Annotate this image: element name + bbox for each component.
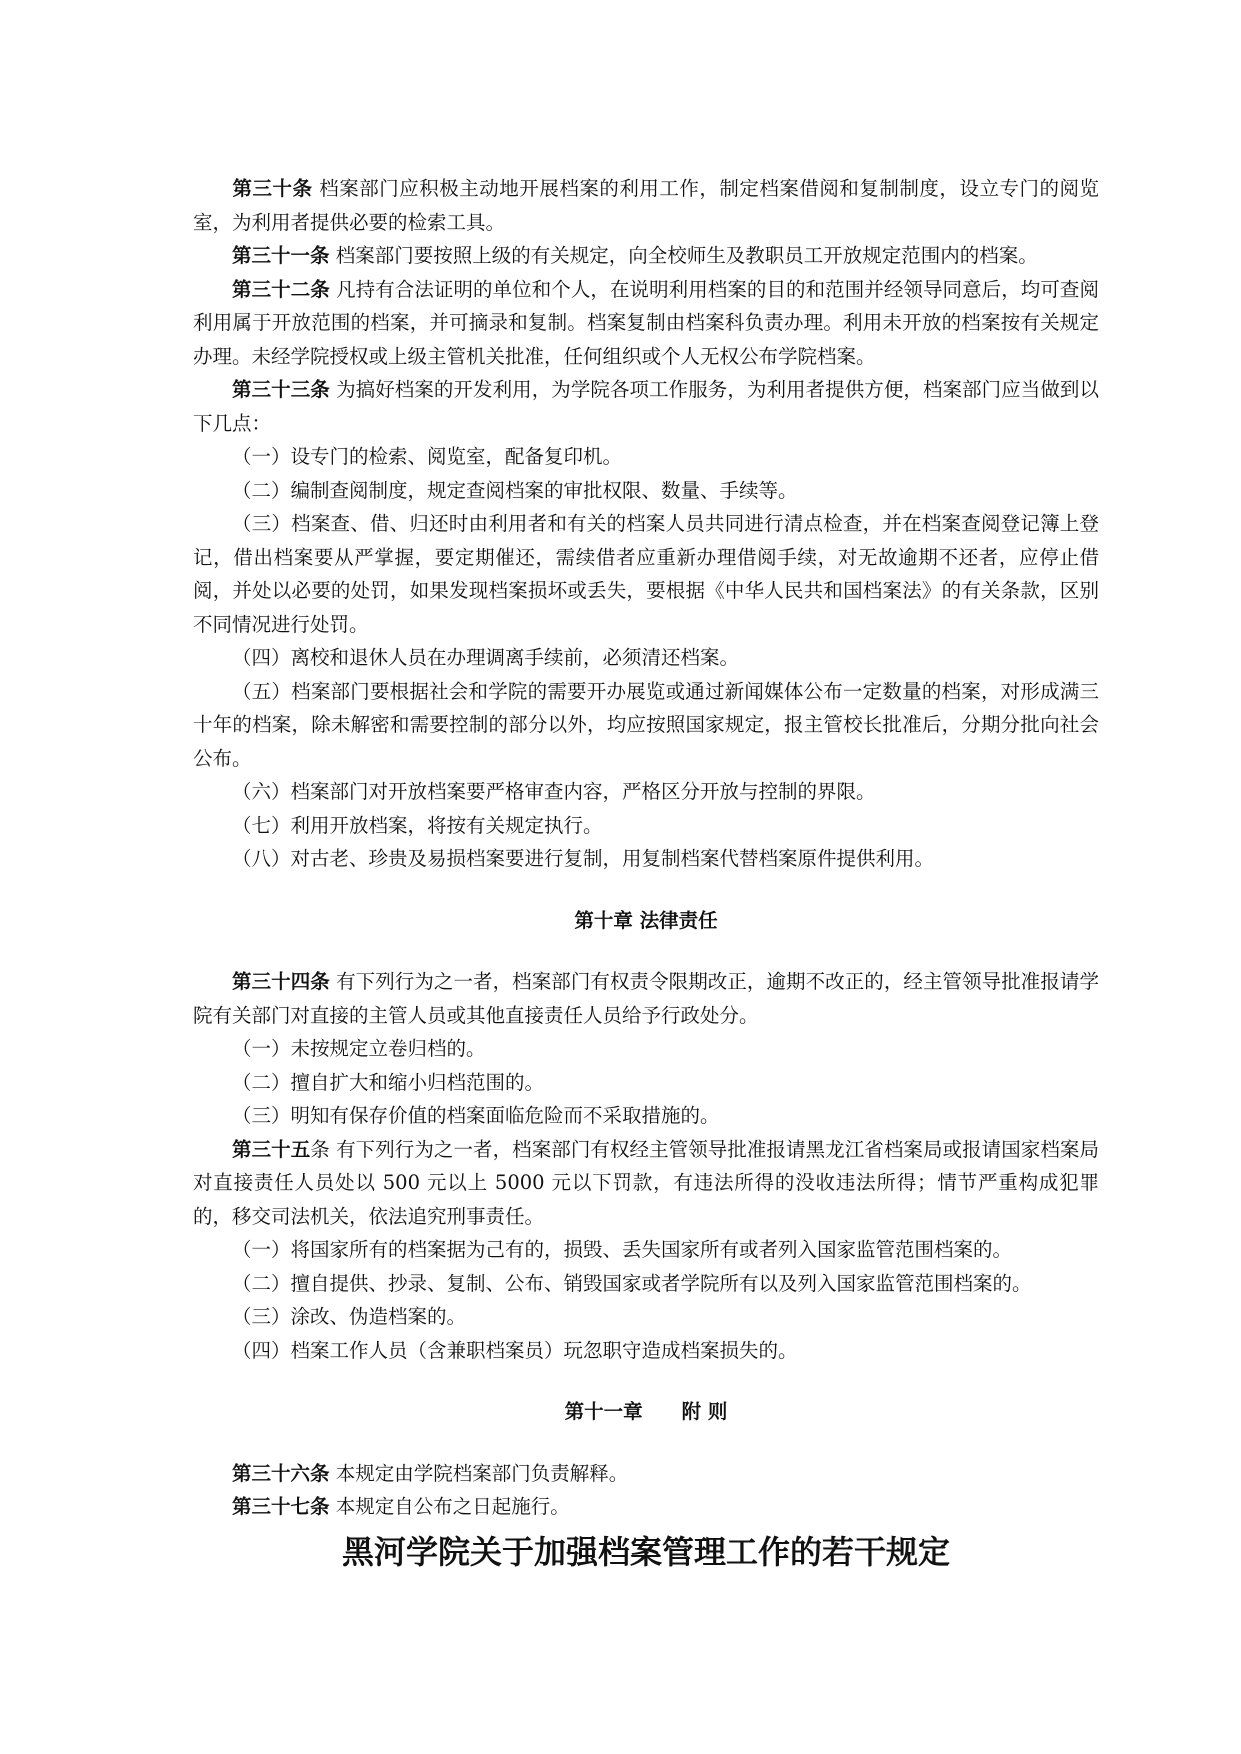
article-31-label: 第三十一条 [232,244,330,267]
article-33-item-1: （一）设专门的检索、阅览室，配备复印机。 [232,445,623,468]
article-34-item-2: （二）擅自扩大和缩小归档范围的。 [232,1070,545,1094]
article-34-label: 第三十四条 [232,970,330,993]
article-35 [193,1133,1099,1234]
article-33-item-4: （四）离校和退休人员在办理调离手续前，必须清还档案。 [232,646,740,669]
article-34-item-1: （一）未按规定立卷归档的。 [232,1037,486,1060]
article-34-item-3: （三）明知有保存价值的档案面临危险而不采取措施的。 [232,1104,720,1127]
article-33-item-7: （七）利用开放档案，将按有关规定执行。 [232,813,603,837]
article-33-item-6: （六）档案部门对开放档案要严格审查内容，严格区分开放与控制的界限。 [232,780,876,803]
article-30 [193,172,1099,239]
article-35-item-4: （四）档案工作人员（含兼职档案员）玩忽职守造成档案损失的。 [232,1338,798,1362]
article-35-item-2: （二）擅自提供、抄录、复制、公布、销毁国家或者学院所有以及列入国家监管范围档案的。 [232,1271,1032,1295]
article-35-item-3: （三）涂改、伪造档案的。 [232,1305,467,1328]
document-page [193,172,1099,1574]
article-32 [193,273,1099,374]
article-34 [193,965,1099,1032]
article-33-text: 为搞好档案的开发利用，为学院各项工作服务，为利用者提供方便，档案部门应当做到以下几点： [193,378,1099,435]
next-document-title: 黑河学院关于加强档案管理工作的若干规定 [341,1532,950,1571]
article-35-label: 第三十五 [232,1137,311,1161]
article-33-item-5: （五）档案部门要根据社会和学院的需要开办展览或通过新闻媒体公布一定数量的档案，对形成满三十年的档案，除未解密和需要控制的部分以外，均应按照国家规定，报主管校长批准后，分期分批向社会公布。 [193,679,1099,770]
article-32-text: 凡持有合法证明的单位和个人，在说明利用档案的目的和范围并经领导同意后，均可查阅利用属于开放范围的档案，并可摘录和复制。档案复制由档案科负责办理。利用未开放的档案按有关规定办理。未经学院授权或上级主管机关批准，任何组织或个人无权公布学院档案。 [193,277,1099,368]
article-37 [193,1490,1099,1524]
article-33-item-3: （三）档案查、借、归还时由利用者和有关的档案人员共同进行清点检查，并在档案查阅登记簿上登记，借出档案要从严掌握，要定期催还，需续借者应重新办理借阅手续，对无故逾期不还者，应停止借阅，并处以必要的处罚，如果发现档案损坏或丢失，要根据《中华人民共和国档案法》的有关条款，区别不同情况进行处罚。 [193,512,1099,636]
article-31-text: 档案部门要按照上级的有关规定，向全校师生及教职员工开放规定范围内的档案。 [335,244,1038,267]
article-32-label: 第三十二条 [232,277,330,301]
chapter-10-heading: 第十章 法律责任 [574,908,718,932]
article-33-item-8: （八）对古老、珍贵及易损档案要进行复制，用复制档案代替档案原件提供利用。 [232,847,935,870]
article-33-item-2: （二）编制查阅制度，规定查阅档案的审批权限、数量、手续等。 [232,478,798,502]
article-36-text: 本规定由学院档案部门负责解释。 [335,1461,629,1485]
article-30-label: 第三十条 [232,177,313,200]
article-36-label: 第三十六条 [232,1461,330,1485]
article-35-item-1: （一）将国家所有的档案据为己有的，损毁、丢失国家所有或者列入国家监管范围档案的。 [232,1238,1013,1261]
article-33 [193,373,1099,440]
article-35-label-tail: 条 [310,1137,330,1161]
article-34-text: 有下列行为之一者，档案部门有权责令限期改正，逾期不改正的，经主管领导批准报请学院有关部门对直接的主管人员或其他直接责任人员给予行政处分。 [193,970,1099,1027]
article-36 [193,1457,1099,1491]
article-37-text: 本规定自公布之日起施行。 [335,1495,570,1518]
chapter-11-heading: 第十一章 附 则 [564,1400,728,1423]
article-30-text: 档案部门应积极主动地开展档案的利用工作，制定档案借阅和复制制度，设立专门的阅览室，为利用者提供必要的检索工具。 [193,177,1099,234]
article-35-text: 有下列行为之一者，档案部门有权经主管领导批准报请黑龙江省档案局或报请国家档案局对直接责任人员处以 500 元以上 5000 元以下罚款，有违法所得的没收违法所得；情节严重构成犯罪的，移交司法机关，依法追究刑事责任。 [193,1137,1099,1228]
article-33-label: 第三十三条 [232,378,330,401]
article-37-label: 第三十七条 [232,1495,330,1518]
article-31 [193,239,1099,273]
